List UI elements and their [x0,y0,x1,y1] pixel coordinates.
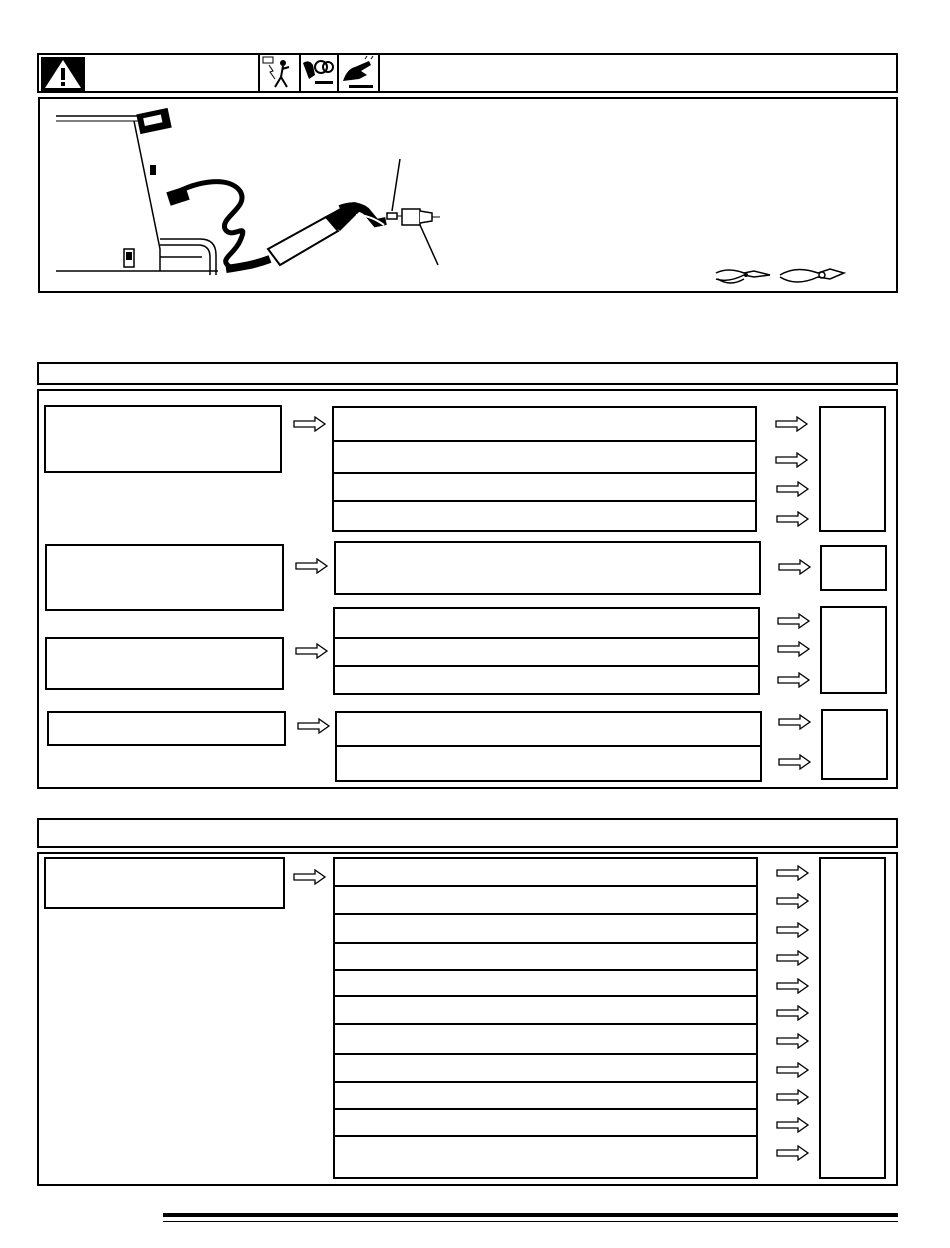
arrow-right-icon [293,416,327,432]
arrow-right-icon [777,613,811,629]
cause-row [335,859,756,887]
illustration-panel [38,97,898,293]
cause-row [335,1110,756,1137]
arrow-right-icon [776,893,810,909]
electric-shock-icon [261,55,299,91]
cause-row [335,1137,756,1177]
cause-row [335,887,756,915]
arrow-right-icon [775,452,809,468]
footer-rule-thin [163,1221,898,1222]
arrow-right-icon [776,1117,810,1133]
moving-parts-icon [301,55,337,91]
slip-joint-pliers-icon [778,265,848,287]
arrow-right-icon [776,1089,810,1105]
cause-row [334,474,755,502]
cause-row [334,502,755,530]
condition-box [44,857,285,909]
cause-row [335,1055,756,1083]
arrow-right-icon [777,672,811,688]
warning-banner [37,53,898,93]
condition-box [45,637,284,690]
arrow-right-icon [776,922,810,938]
arrow-right-icon [776,1033,810,1049]
cause-row [337,713,760,747]
arrow-right-icon [293,869,327,885]
result-box [820,606,887,694]
cause-row [335,667,758,693]
hot-parts-icon [339,55,377,91]
warning-triangle-icon [41,57,85,91]
arrow-right-icon [778,754,812,770]
cause-row [335,1083,756,1110]
cause-row [335,997,756,1025]
section-2-header [37,818,898,848]
result-box [821,709,888,780]
cause-row [334,408,755,442]
footer-rule-thick [163,1213,898,1217]
arrow-right-icon [776,1145,810,1161]
diagonal-cutter-pliers-icon [714,265,774,287]
cause-list [333,857,758,1179]
cause-list [335,711,762,782]
cause-row [335,971,756,997]
cause-row [335,639,758,667]
arrow-right-icon [778,714,812,730]
arrow-right-icon [777,641,811,657]
cause-row [335,609,758,639]
cause-list [333,607,760,695]
arrow-right-icon [776,1005,810,1021]
arrow-right-icon [776,978,810,994]
cause-row [335,915,756,944]
arrow-right-icon [295,558,329,574]
arrow-right-icon [295,643,329,659]
arrow-right-icon [776,865,810,881]
cause-list [334,541,761,595]
result-box [819,406,886,532]
arrow-right-icon [776,511,810,527]
result-box [820,545,887,591]
condition-box [44,405,282,473]
arrow-right-icon [775,416,809,432]
cause-row [335,1025,756,1055]
mig-gun-illustration [40,99,896,291]
arrow-right-icon [776,481,810,497]
condition-box [47,711,286,746]
arrow-right-icon [776,950,810,966]
cause-row [335,944,756,971]
cause-row [334,442,755,474]
condition-box [45,544,284,611]
cause-list [332,406,757,532]
arrow-right-icon [297,718,331,734]
cause-row [337,747,760,780]
result-box [819,857,886,1179]
warning-label [89,63,259,83]
arrow-right-icon [778,559,812,575]
arrow-right-icon [776,1062,810,1078]
section-1-header [37,362,898,385]
